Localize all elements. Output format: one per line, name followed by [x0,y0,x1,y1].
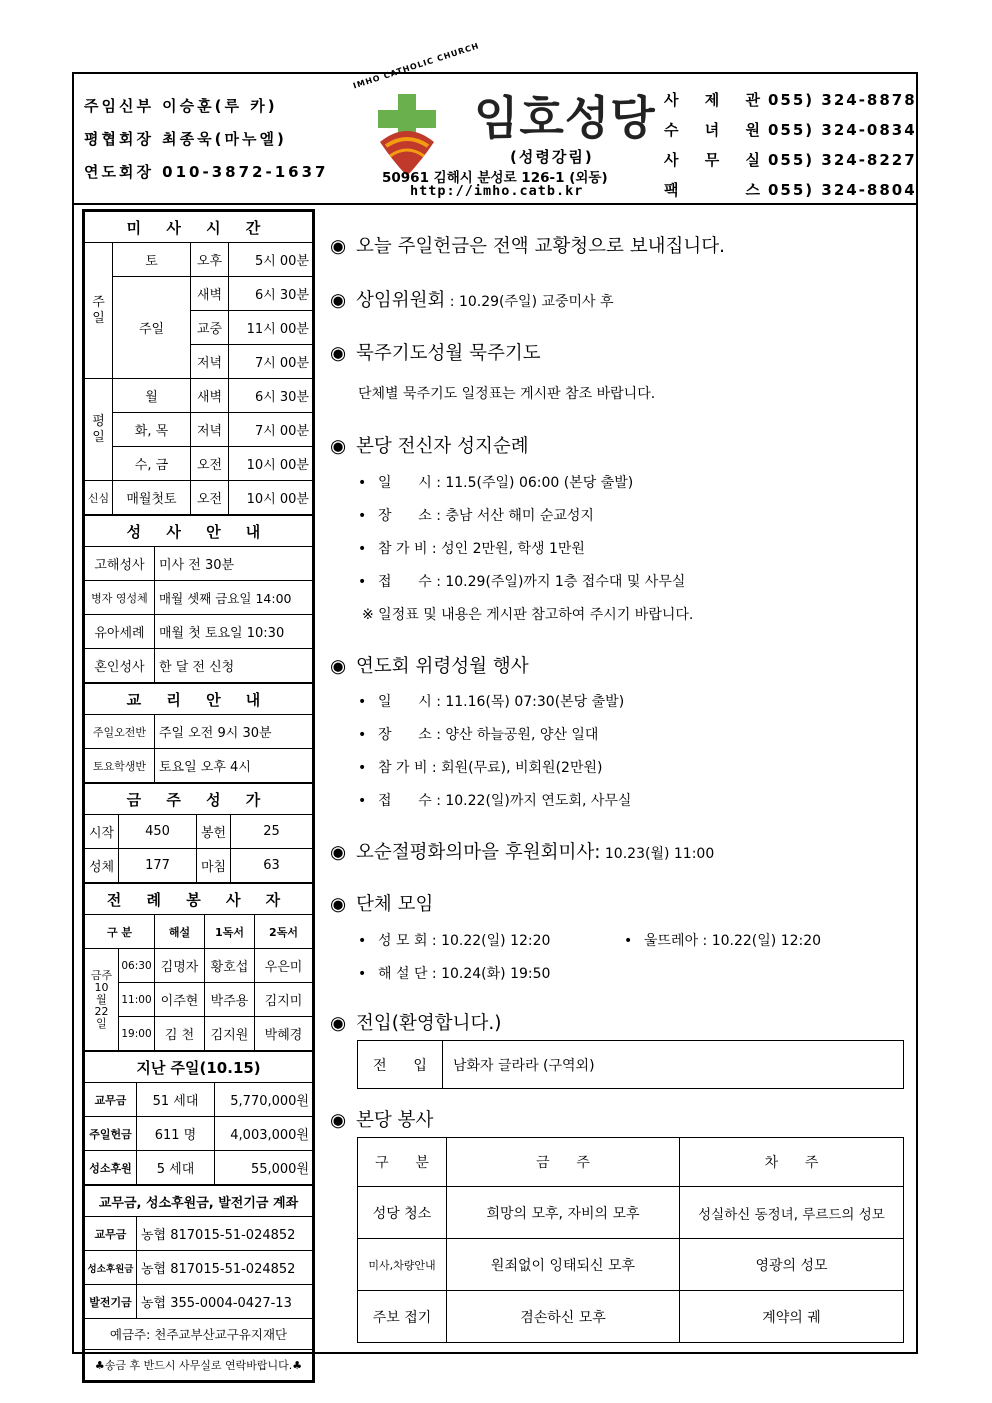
sacrament-key: 유아세례 [85,615,155,649]
contact-phone: 055) 324-8878 [768,91,917,109]
catechism-value: 토요일 오후 4시 [155,749,313,783]
account-value: 농협 817015-51-024852 [137,1251,313,1285]
offering-amount: 55,000원 [215,1151,313,1185]
sacrament-key: 병자 영성체 [85,581,155,615]
service-next-week: 영광의 성모 [680,1239,904,1291]
mass-time: 7시 00분 [229,413,313,447]
hymn-number: 177 [119,849,197,883]
special-label: 신심 [85,481,113,515]
account-value: 농협 817015-51-024852 [137,1217,313,1251]
service-key: 미사,차량안내 [358,1239,447,1291]
liturgy-commentator: 김명자 [155,949,205,983]
church-logo-icon [372,80,442,180]
contact-label: 수 녀 원 [664,121,762,139]
account-note: ♣송금 후 반드시 사무실로 연락바랍니다.♣ [85,1350,313,1381]
mass-period: 새벽 [191,379,229,413]
contact-row [664,145,917,175]
liturgy-reader2: 우은미 [255,949,313,983]
liturgy-header: 해설 [155,915,205,949]
liturgy-header: 1독서 [205,915,255,949]
offering-count: 5 세대 [137,1151,215,1185]
catechism-key: 주일오전반 [85,715,155,749]
notice-9: ◉ 본당 봉사 [330,1110,434,1131]
notice-8: ◉ 전입(환영합니다.) [330,1013,502,1034]
liturgy-table [84,883,313,1051]
council-line: 평협회장 최종욱(마누엘) [84,130,287,148]
logo-arc-text: IMHO CATHOLIC CHURCH [352,41,481,91]
yeondo-line: 연도회장 010-3872-1637 [84,163,329,181]
liturgy-header: 2독서 [255,915,313,949]
hymn-number: 63 [231,849,313,883]
service-header: 차 주 [680,1138,904,1187]
transfer-table [357,1040,904,1089]
mass-day: 주일 [113,277,191,379]
service-next-week: 성실하신 동정녀, 루르드의 성모 [680,1187,904,1239]
offering-count: 51 세대 [137,1083,215,1117]
liturgy-reader1: 김지원 [205,1017,255,1051]
hymn-number: 25 [231,815,313,849]
hymn-key: 마침 [197,849,231,883]
sacrament-value: 매월 첫 토요일 10:30 [155,615,313,649]
contact-row [664,85,917,115]
sunday-label: 주 일 [85,243,113,379]
contact-phone: 055) 324-0834 [768,121,917,139]
contact-phone: 055) 324-8804 [768,181,917,199]
mass-period: 오전 [191,447,229,481]
account-holder: 예금주: 천주교부산교구유지재단 [85,1319,313,1350]
liturgy-commentator: 김 천 [155,1017,205,1051]
accounts-title: 교무금, 성소후원금, 발전기금 계좌 [85,1186,313,1217]
pastor-line: 주임신부 이승훈(루 카) [84,97,278,115]
mass-day: 토 [113,243,191,277]
offering-key: 성소후원 [85,1151,137,1185]
contact-label: 팩 스 [664,181,762,199]
hymns-table [84,783,313,883]
offering-amount: 4,003,000원 [215,1117,313,1151]
account-value: 농협 355-0004-0427-13 [137,1285,313,1319]
liturgy-reader2: 김지미 [255,983,313,1017]
mass-time: 10시 00분 [229,447,313,481]
service-header: 구 분 [358,1138,447,1187]
contact-list [664,85,917,205]
offering-amount: 5,770,000원 [215,1083,313,1117]
sacrament-value: 미사 전 30분 [155,547,313,581]
contact-row [664,115,917,145]
mass-time: 7시 00분 [229,345,313,379]
liturgy-reader1: 박주용 [205,983,255,1017]
service-header: 금 주 [447,1138,680,1187]
mass-title: 미 사 시 간 [85,212,313,243]
liturgy-title: 전 례 봉 사 자 [85,884,313,915]
notice-7-line: • 울뜨레아 : 10.22(일) 12:20 [624,933,822,949]
transfer-key: 전 입 [358,1041,443,1089]
service-next-week: 계약의 궤 [680,1291,904,1343]
liturgy-commentator: 이주현 [155,983,205,1017]
sacrament-title: 성 사 안 내 [85,516,313,547]
sacrament-value: 한 달 전 신청 [155,649,313,683]
offering-key: 교무금 [85,1083,137,1117]
service-this-week: 희망의 모후, 자비의 모후 [447,1187,680,1239]
mass-time: 10시 00분 [229,481,313,515]
notice-5-line: • 장 소 : 양산 하늘공원, 양산 일대 [358,727,599,743]
sacrament-key: 혼인성사 [85,649,155,683]
account-key: 성소후원금 [85,1251,137,1285]
sacrament-key: 고해성사 [85,547,155,581]
notice-3-detail: 단체별 묵주기도 일정표는 게시판 참조 바랍니다. [358,386,656,402]
notice-5-line: • 접 수 : 10.22(일)까지 연도회, 사무실 [358,793,632,809]
catechism-title: 교 리 안 내 [85,684,313,715]
notice-3: ◉ 묵주기도성월 묵주기도 [330,343,541,364]
notice-7: ◉ 단체 모임 [330,894,434,915]
hymn-key: 시작 [85,815,119,849]
sacrament-value: 매월 셋째 금요일 14:00 [155,581,313,615]
contact-row [664,175,917,205]
sacrament-table [84,515,313,683]
notice-4-line: • 장 소 : 충남 서산 해미 순교성지 [358,508,594,524]
service-this-week: 원죄없이 잉태되신 모후 [447,1239,680,1291]
mass-day: 수, 금 [113,447,191,481]
notice-1: ◉ 오늘 주일헌금은 전액 교황청으로 보내집니다. [330,236,725,257]
notice-4-line: • 참 가 비 : 성인 2만원, 학생 1만원 [358,541,585,557]
mass-period: 오전 [191,481,229,515]
church-title: 임호성당 [474,91,656,145]
liturgy-header: 구 분 [85,915,155,949]
notice-2: ◉ 상임위원회 : 10.29(주일) 교중미사 후 [330,290,614,311]
liturgy-time: 06:30 [119,949,155,983]
accounts-table [84,1185,313,1381]
notice-5: ◉ 연도회 위령성월 행사 [330,656,529,677]
service-key: 성당 청소 [358,1187,447,1239]
mass-time: 6시 30분 [229,379,313,413]
notice-6: ◉ 오순절평화의마을 후원회미사: 10.23(월) 11:00 [330,842,715,863]
liturgy-time: 19:00 [119,1017,155,1051]
hymn-key: 봉헌 [197,815,231,849]
mass-time: 6시 30분 [229,277,313,311]
mass-period: 교중 [191,311,229,345]
hymn-key: 성체 [85,849,119,883]
mass-period: 오후 [191,243,229,277]
weekday-label: 평 일 [85,379,113,481]
hymns-title: 금 주 성 가 [85,784,313,815]
sidebar [82,209,315,1383]
account-key: 발전기금 [85,1285,137,1319]
notice-4-note: ※ 일정표 및 내용은 게시판 참고하여 주시기 바랍니다. [362,607,694,623]
liturgy-time: 11:00 [119,983,155,1017]
catechism-key: 토요학생반 [85,749,155,783]
service-key: 주보 접기 [358,1291,447,1343]
church-url[interactable]: http://imho.catb.kr [410,183,584,199]
offering-count: 611 명 [137,1117,215,1151]
notice-4: ◉ 본당 전신자 성지순례 [330,436,529,457]
last-week-title: 지난 주일(10.15) [85,1052,313,1083]
notice-4-line: • 접 수 : 10.29(주일)까지 1층 접수대 및 사무실 [358,574,686,590]
header-staff [84,90,328,189]
mass-period: 저녁 [191,345,229,379]
catechism-value: 주일 오전 9시 30분 [155,715,313,749]
church-address: 50961 김해시 분성로 126-1 (외동) [382,170,608,186]
mass-day: 매월첫토 [113,481,191,515]
mass-day: 월 [113,379,191,413]
contact-label: 사 제 관 [664,91,762,109]
church-subtitle: (성령강림) [510,148,594,166]
service-this-week: 겸손하신 모후 [447,1291,680,1343]
offering-key: 주일헌금 [85,1117,137,1151]
service-table [357,1137,904,1343]
contact-phone: 055) 324-8227 [768,151,917,169]
liturgy-reader1: 황호섭 [205,949,255,983]
mass-period: 저녁 [191,413,229,447]
mass-table [84,211,313,515]
notice-4-line: • 일 시 : 11.5(주일) 06:00 (본당 출발) [358,475,634,491]
contact-label: 사 무 실 [664,151,762,169]
mass-time: 11시 00분 [229,311,313,345]
liturgy-date: 금주 10 월 22 일 [85,949,119,1051]
notice-5-line: • 일 시 : 11.16(목) 07:30(본당 출발) [358,694,625,710]
liturgy-reader2: 박혜경 [255,1017,313,1051]
notice-5-line: • 참 가 비 : 회원(무료), 비회원(2만원) [358,760,603,776]
account-key: 교무금 [85,1217,137,1251]
mass-time: 5시 00분 [229,243,313,277]
notice-7-line: • 성 모 회 : 10.22(일) 12:20 [358,933,551,949]
catechism-table [84,683,313,783]
last-week-table [84,1051,313,1185]
mass-day: 화, 목 [113,413,191,447]
hymn-number: 450 [119,815,197,849]
notice-7-line: • 해 설 단 : 10.24(화) 19:50 [358,966,551,982]
transfer-value: 남화자 글라라 (구역외) [443,1041,904,1089]
mass-period: 새벽 [191,277,229,311]
